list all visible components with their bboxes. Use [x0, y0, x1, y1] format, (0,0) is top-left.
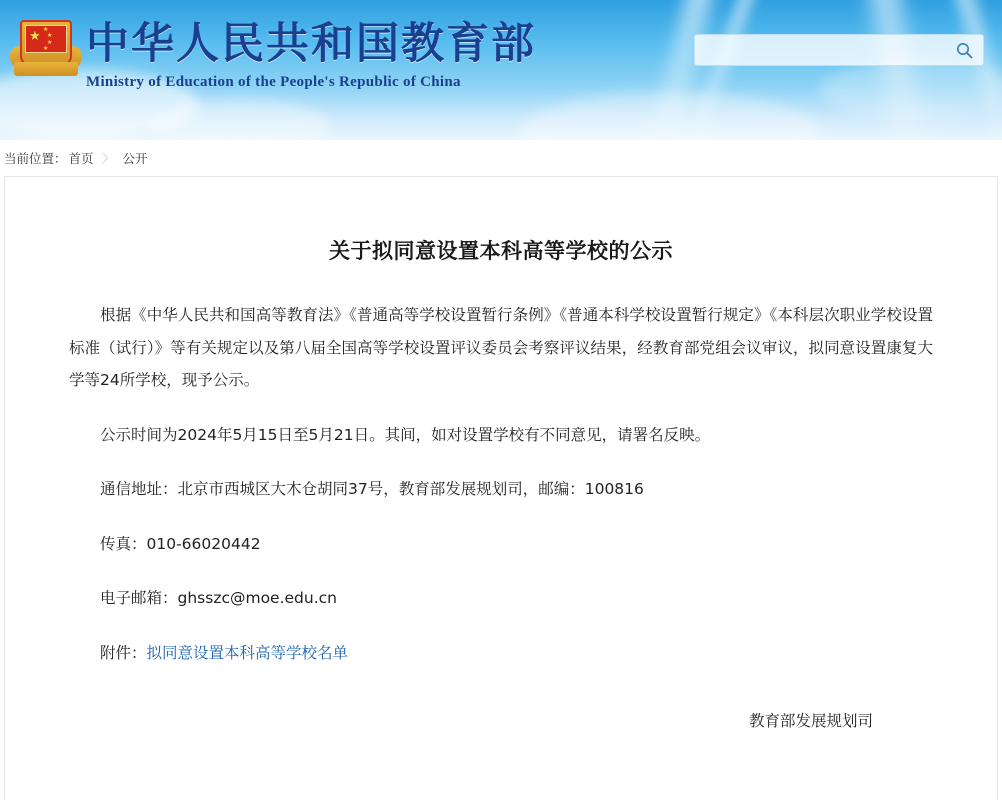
- document-card: [4, 176, 998, 800]
- site-brand[interactable]: [86, 18, 536, 91]
- paragraph-basis: 根据《中华人民共和国高等教育法》《普通高等学校设置暂行条例》《普通本科学校设置暂行规定》《本科层次职业学校设置标准（试行）》等有关规定以及第八届全国高等学校设置评议委员会考察评议结果，经教育部党组会议审议，拟同意设置康复大学等24所学校，现予公示。: [69, 306, 933, 390]
- breadcrumb-item-open[interactable]: 公开: [122, 152, 148, 166]
- site-title-en: Ministry of Education of the People's Republic of China: [86, 74, 461, 90]
- cloud-decoration: [150, 100, 330, 140]
- paragraph-period: 公示时间为2024年5月15日至5月21日。其间，如对设置学校有不同意见，请署名反映。: [100, 425, 711, 444]
- paragraph-email: 电子邮箱：ghsszc@moe.edu.cn: [100, 589, 337, 608]
- national-emblem-icon: ★ ★ ★ ★ ★: [14, 16, 78, 82]
- breadcrumb-label: 当前位置：: [4, 152, 67, 166]
- site-header: [0, 0, 1002, 140]
- paragraph-fax: 传真：010-66020442: [100, 534, 261, 553]
- breadcrumb: [0, 140, 1002, 176]
- site-title-cn: 中华人民共和国教育部: [86, 19, 536, 69]
- search-button[interactable]: [945, 35, 983, 65]
- attachment-link[interactable]: 拟同意设置本科高等学校名单: [146, 643, 349, 662]
- attachment-row: [69, 637, 933, 670]
- paragraph-address: 通信地址：北京市西城区大木仓胡同37号，教育部发展规划司，邮编：100816: [100, 480, 644, 499]
- page-title: 关于拟同意设置本科高等学校的公示: [329, 239, 673, 263]
- breadcrumb-item-home[interactable]: 首页: [68, 152, 94, 166]
- chevron-right-icon: 〉: [102, 153, 114, 165]
- search-box[interactable]: [694, 34, 984, 66]
- document-signature: 教育部发展规划司: [748, 712, 873, 731]
- attachment-label: 附件：: [100, 643, 147, 662]
- search-icon: [956, 42, 973, 59]
- document-body: [69, 299, 933, 669]
- search-input[interactable]: [695, 35, 945, 65]
